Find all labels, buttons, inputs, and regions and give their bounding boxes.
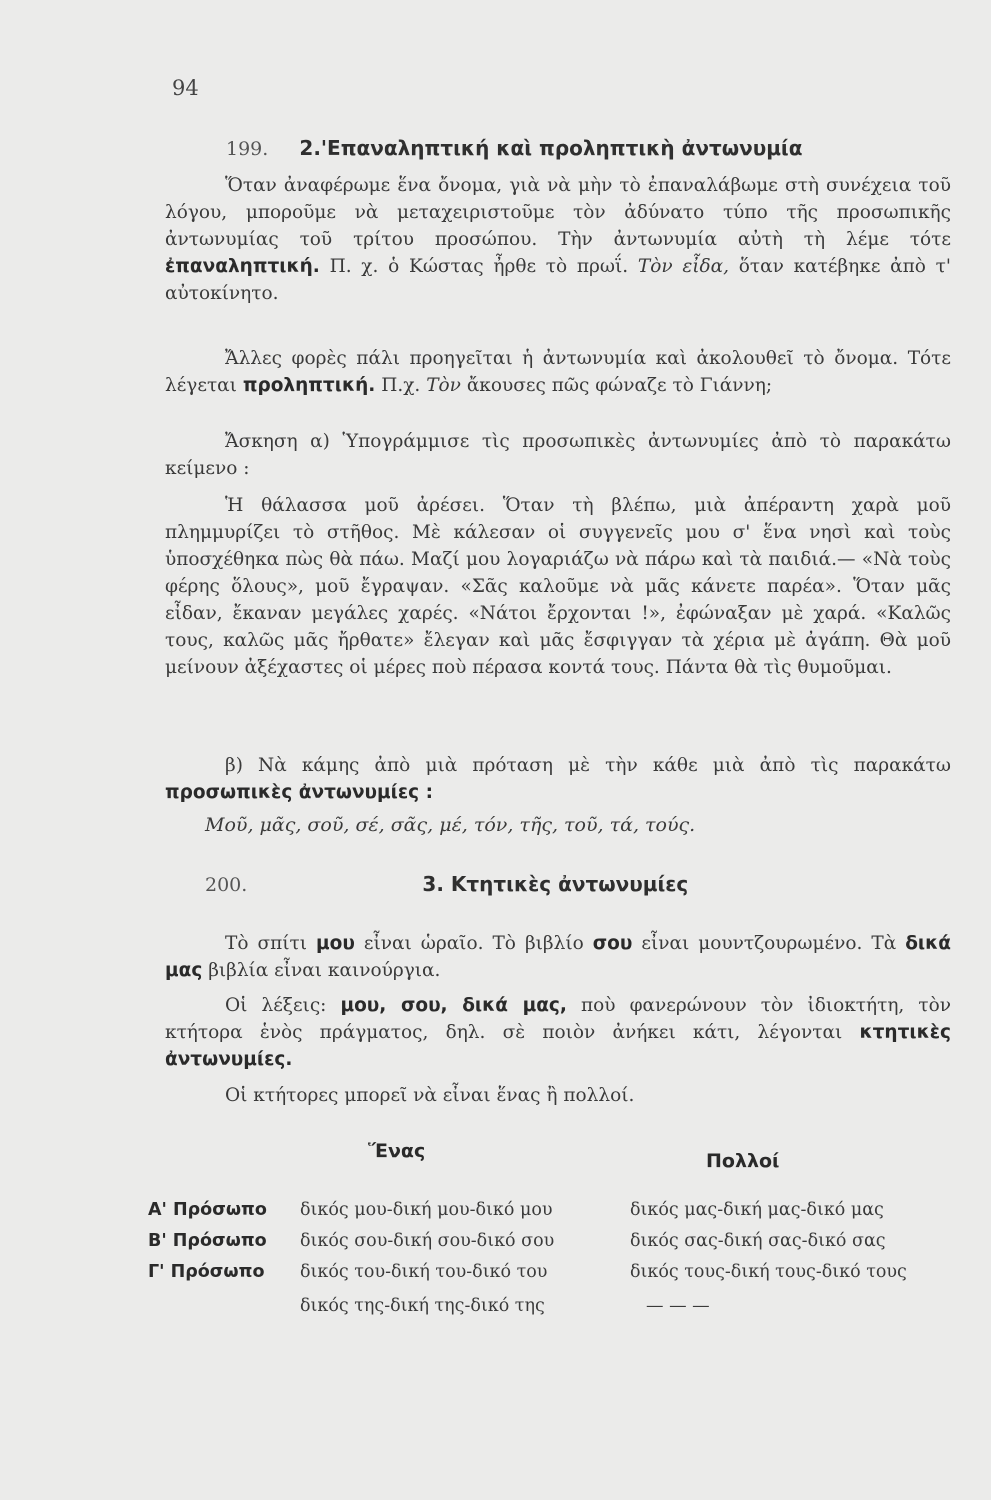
term-bold: κτητικὲς ἀντωνυμίες. [165, 1022, 951, 1070]
exercise-text: Ἡ θάλασσα μοῦ ἀρέσει. Ὅταν τὴ βλέπω, μιὰ ἀπέραντη χαρὰ μοῦ πλημμυρίζει τὸ στῆθος. Μὲ κάλεσαν οἱ συγγενεῖς μου σ' ἕνα νησὶ καὶ τοὺς ὑποσχέθηκα πὼς θὰ πάω. Μαζί μου λογαριάζω νὰ πάρω καὶ τὰ παιδιά.— «Νὰ τοὺς φέρης ὅλους», μοῦ ἔγραψαν. «Σᾶς καλοῦμε νὰ μᾶς κάνετε παρέα». Ὅταν μᾶς εἶδαν, ἔκαναν μεγάλες χαρές. «Νάτοι ἔρχονται !», ἐφώναξαν μὲ χαρά. «Καλῶς τους, καλῶς μᾶς ἤρθατε» ἔλεγαν καὶ μᾶς ἔσφιγγαν τὰ χέρια μὲ ἀγάπη. Θὰ μοῦ μείνουν ἀξέχαστες οἱ μέρες ποὺ πέρασα κοντά τους. Πάντα θὰ τὶς θυμοῦμαι. [165, 495, 951, 678]
cell-many: δικός σας-δική σας-δικό σας [630, 1231, 886, 1251]
example-italic: Τὸν [426, 375, 461, 396]
term-bold: σου [592, 933, 633, 954]
paragraph-text: Ὅταν ἀναφέρωμε ἕνα ὄνομα, γιὰ νὰ μὴν τὸ ἐπαναλάβωμε στὴ συνέχεια τοῦ λόγου, μποροῦμε νὰ μεταχειριστοῦμε τὸν ἀδύνατο τύπο τῆς προσωπικῆς ἀντωνυμίας τοῦ τρίτου προσώπου. Τὴν ἀντωνυμία αὐτὴ τὴ λέμε τότε [165, 175, 951, 250]
row-label: Β' Πρόσωπο [148, 1231, 267, 1251]
cell-one: δικός του-δική του-δικό του [300, 1262, 548, 1282]
paragraph-text: εἶναι μουντζουρωμένο. Τὰ [641, 933, 897, 954]
section-199-heading [226, 136, 991, 160]
row-label: Α' Πρόσωπο [148, 1200, 267, 1220]
section-title: 2.'Επαναληπτική καὶ προληπτικὴ ἀντωνυμία [299, 136, 803, 160]
paragraph-text: Οἱ λέξεις: [225, 995, 327, 1016]
paragraph-text: ἄκουσες πῶς φώναζε τὸ Γιάννη; [466, 375, 773, 396]
column-head-one: Ἕνας [368, 1140, 426, 1162]
paragraph-text: ὅταν κατέβηκε ἀπὸ τ' αὐτοκίνητο. [165, 256, 951, 304]
paragraph-text: Π. χ. ὁ Κώστας ἦρθε τὸ πρωΐ. [329, 256, 629, 277]
column-head-many: Πολλοί [706, 1150, 780, 1172]
paragraph-text: Τὸ σπίτι [225, 933, 308, 954]
paragraph-text: Ἄλλες φορὲς πάλι προηγεῖται ἡ ἀντωνυμία καὶ ἀκολουθεῖ τὸ ὄνομα. Τότε λέγεται [165, 348, 951, 396]
section-title: 3. Κτητικὲς ἀντωνυμίες [422, 872, 689, 896]
cell-many: δικός τους-δική τους-δικό τους [630, 1262, 907, 1282]
cell-many: — — — [646, 1296, 710, 1316]
term-bold: δικά μας [165, 933, 951, 981]
term-bold: μου [316, 933, 355, 954]
term-bold: προσωπικὲς ἀντωνυμίες : [165, 782, 433, 803]
paragraph-repetitive-pronoun [165, 172, 951, 307]
owners-note: Οἱ κτήτορες μπορεῖ νὰ εἶναι ἕνας ἢ πολλοί. [225, 1085, 635, 1106]
possessive-definition [165, 992, 951, 1073]
cell-one: δικός μου-δική μου-δικό μου [300, 1200, 553, 1220]
section-number: 200. [205, 874, 248, 896]
term-bold: ἐπαναληπτική. [165, 256, 320, 277]
exercise-b [165, 752, 951, 806]
cell-one: δικός της-δική της-δικό της [300, 1296, 545, 1316]
term-bold: προληπτική. [242, 375, 376, 396]
paragraph-text: εἶναι ὡραῖο. Τὸ βιβλίο [363, 933, 584, 954]
cell-one: δικός σου-δική σου-δικό σου [300, 1231, 555, 1251]
term-bold: μου, σου, δικά μας, [340, 995, 567, 1016]
paragraph-text: β) Νὰ κάμης ἀπὸ μιὰ πρόταση μὲ τὴν κάθε μιὰ ἀπὸ τὶς παρακάτω [225, 755, 951, 776]
paragraph-text: ποὺ φανερώνουν τὸν ἰδιοκτήτη, τὸν κτήτορα ἑνὸς πράγματος, δηλ. σὲ ποιὸν ἀνήκει κάτι, λέγονται [165, 995, 951, 1043]
pronoun-list: Μοῦ, μᾶς, σοῦ, σέ, σᾶς, μέ, τόν, τῆς, τοῦ, τά, τούς. [205, 814, 696, 836]
section-number: 199. [226, 138, 269, 160]
page-number: 94 [172, 76, 199, 100]
row-label: Γ' Πρόσωπο [148, 1262, 265, 1282]
possessive-examples [165, 930, 951, 984]
cell-many: δικός μας-δική μας-δικό μας [630, 1200, 884, 1220]
paragraph-text: βιβλία εἶναι καινούργια. [208, 960, 441, 981]
example-italic: Τὸν εἶδα, [637, 256, 730, 277]
paragraph-text: Π.χ. [381, 375, 421, 396]
paragraph-proleptic-pronoun [165, 345, 951, 399]
section-200-heading [205, 872, 991, 896]
exercise-a: Ἄσκηση α) Ὑπογράμμισε τὶς προσωπικὲς ἀντωνυμίες ἀπὸ τὸ παρακάτω κείμενο : [165, 431, 951, 479]
